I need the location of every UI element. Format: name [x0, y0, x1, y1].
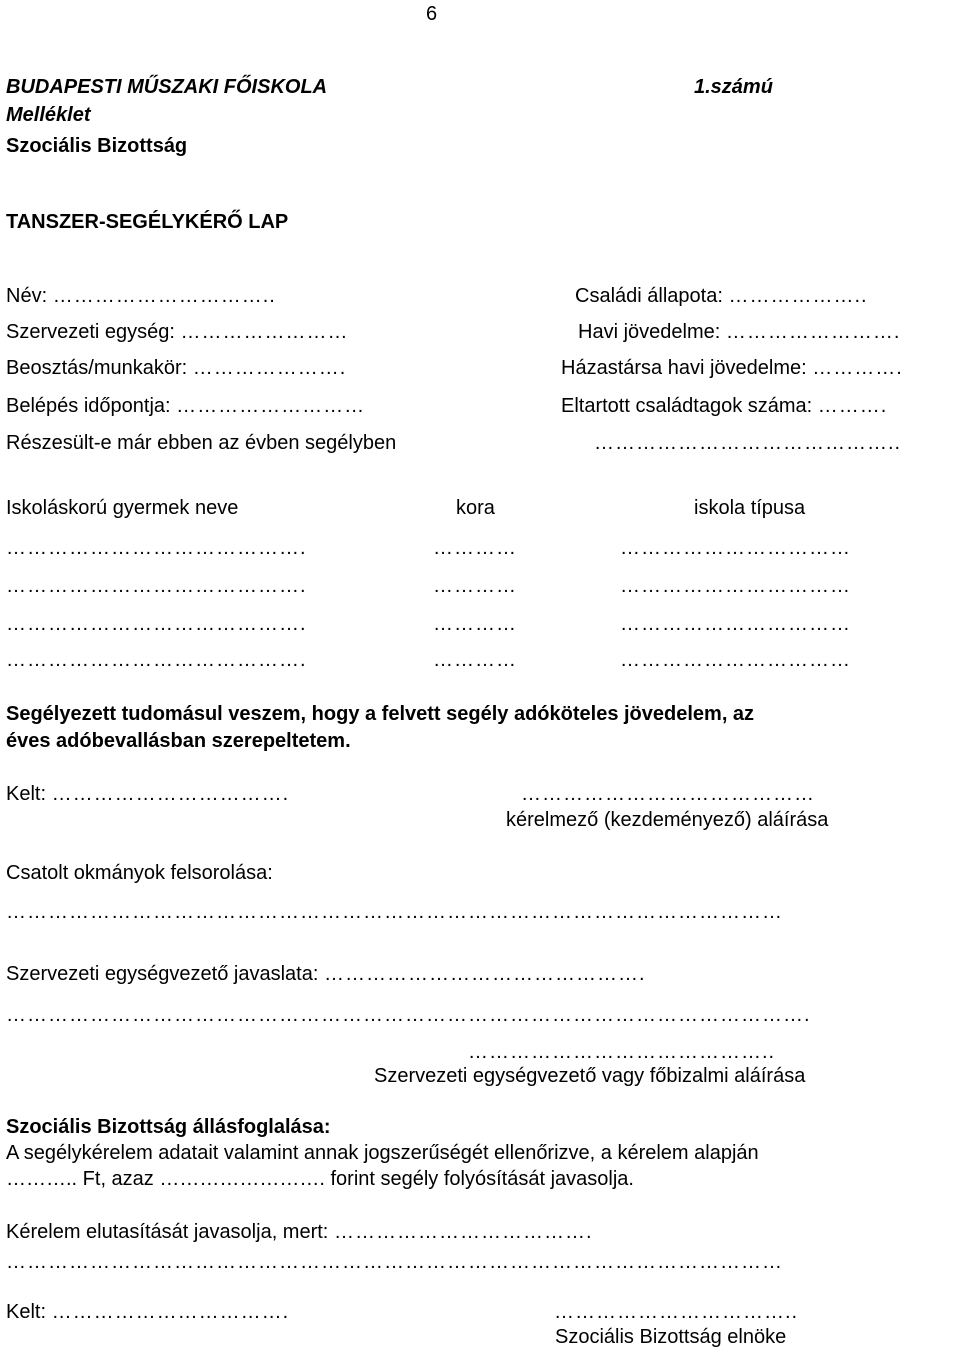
children-col-age: kora: [456, 497, 495, 519]
monthly-income-dots: …………………….: [725, 321, 901, 343]
declaration-line-2: éves adóbevallásban szerepeltetem.: [6, 730, 351, 752]
unit-head-signature-caption: Szervezeti egységvezető vagy főbizalmi aláírása: [374, 1065, 806, 1087]
children-col-name: Iskoláskorú gyermek neve: [6, 497, 239, 519]
name-dots: …………………………..: [52, 285, 276, 307]
spouse-income-label: Házastársa havi jövedelme:: [561, 357, 807, 379]
child-name-dots: …………………………………….: [6, 575, 307, 597]
declaration-line-1: Segélyezett tudomásul veszem, hogy a felvett segély adóköteles jövedelem, az: [6, 703, 755, 725]
name-label: Név:: [6, 285, 48, 307]
date-field-1: [6, 782, 289, 806]
rejection-dots-2: …………………………………………………………………………………………………: [6, 1251, 783, 1273]
name-field: [6, 284, 276, 308]
date-label-2: Kelt:: [6, 1301, 47, 1323]
marital-status-field: [575, 284, 868, 308]
child-school-dots: ……………………………: [620, 575, 851, 597]
dependents-dots: ……….: [817, 395, 888, 417]
dependents-field: [561, 394, 887, 418]
child-school-dots: ……………………………: [620, 613, 851, 635]
date-field-2: [6, 1300, 289, 1324]
unit-field: [6, 320, 349, 344]
received-aid-dots: ……………………………………..: [594, 432, 902, 454]
rejection-label: Kérelem elutasítását javasolja, mert:: [6, 1221, 329, 1243]
child-name-dots: …………………………………….: [6, 537, 307, 559]
attachments-label: Csatolt okmányok felsorolása:: [6, 862, 273, 884]
committee-opinion-text-1: A segélykérelem adatait valamint annak jogszerűségét ellenőrizve, a kérelem alapján: [6, 1142, 759, 1164]
unit-head-dots-1: ……………………………………….: [323, 963, 646, 985]
received-aid-field: [6, 431, 396, 455]
child-school-dots: ……………………………: [620, 649, 851, 671]
marital-status-label: Családi állapota:: [575, 285, 723, 307]
unit-head-dots-2: …………………………………………………………………………………………………….: [6, 1004, 811, 1026]
unit-head-field: [6, 962, 646, 986]
rejection-dots-1: ……………………………….: [333, 1221, 593, 1243]
committee-opinion-text-2: ……….. Ft, azaz ……………………. forint segély folyósítását javasolja.: [6, 1168, 634, 1190]
unit-head-label: Szervezeti egységvezető javaslata:: [6, 963, 319, 985]
chair-signature-dots: ……………………………..: [554, 1301, 799, 1323]
received-aid-label: Részesült-e már ebben az évben segélyben: [6, 432, 397, 454]
children-col-school: iskola típusa: [694, 497, 806, 519]
entry-date-label: Belépés időpontja:: [6, 395, 171, 417]
position-dots: ………………….: [192, 357, 347, 379]
attachment-number: 1.számú: [694, 76, 773, 98]
form-title: TANSZER-SEGÉLYKÉRŐ LAP: [6, 211, 289, 233]
child-age-dots: …………: [433, 537, 517, 559]
attachments-dots: …………………………………………………………………………………………………: [6, 901, 783, 923]
date-dots-2: …………………………….: [51, 1301, 290, 1323]
applicant-signature-caption: kérelmező (kezdeményező) aláírása: [506, 809, 829, 831]
unit-dots: ……………………: [180, 321, 349, 343]
page-number: 6: [426, 3, 438, 25]
unit-label: Szervezeti egység:: [6, 321, 175, 343]
position-label: Beosztás/munkakör:: [6, 357, 188, 379]
child-name-dots: …………………………………….: [6, 649, 307, 671]
monthly-income-field: [578, 320, 900, 344]
child-age-dots: …………: [433, 613, 517, 635]
unit-head-signature-dots: ……………………………………..: [468, 1041, 776, 1063]
spouse-income-dots: ………….: [812, 357, 903, 379]
child-name-dots: …………………………………….: [6, 613, 307, 635]
date-label-1: Kelt:: [6, 783, 47, 805]
committee-name: Szociális Bizottság: [6, 135, 188, 157]
position-field: [6, 356, 346, 380]
applicant-signature-dots: ……………………………………: [521, 783, 815, 805]
entry-date-dots: ………………………: [176, 395, 366, 417]
institution-name: BUDAPESTI MŰSZAKI FŐISKOLA: [6, 76, 328, 98]
monthly-income-label: Havi jövedelme:: [578, 321, 721, 343]
spouse-income-field: [561, 356, 903, 380]
chair-signature-caption: Szociális Bizottság elnöke: [555, 1326, 787, 1348]
attachment-word: Melléklet: [6, 104, 91, 126]
child-age-dots: …………: [433, 649, 517, 671]
committee-opinion-title: Szociális Bizottság állásfoglalása:: [6, 1116, 331, 1138]
child-age-dots: …………: [433, 575, 517, 597]
rejection-field: [6, 1220, 593, 1244]
child-school-dots: ……………………………: [620, 537, 851, 559]
entry-date-field: [6, 394, 365, 418]
dependents-label: Eltartott családtagok száma:: [561, 395, 813, 417]
date-dots-1: …………………………….: [51, 783, 290, 805]
marital-status-dots: ………………..: [728, 285, 868, 307]
